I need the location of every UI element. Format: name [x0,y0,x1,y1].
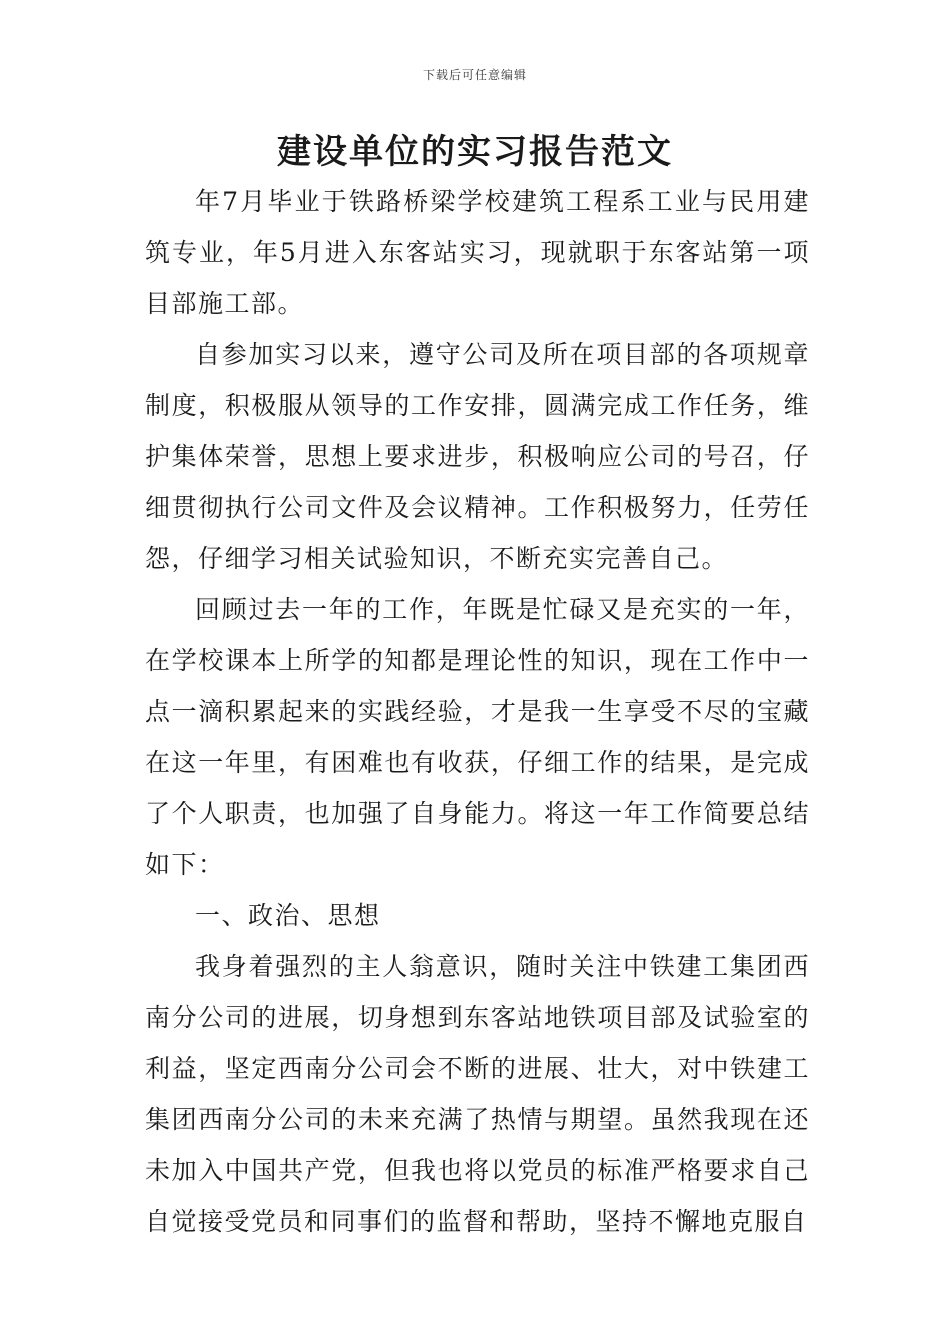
section-heading-politics: 一、政治、思想 [195,901,381,930]
paragraph-conduct: 自参加实习以来，遵守公司及所在项目部的各项规章制度，积极服从领导的工作安排，圆满完成工作任务，维护集体荣誉，思想上要求进步，积极响应公司的号召，仔细贯彻执行公司文件及会议精神。工作积极努力，任劳任怨，仔细学习相关试验知识，不断充实完善自己。 [145,340,810,573]
paragraph-politics: 我身着强烈的主人翁意识，随时关注中铁建工集团西南分公司的进展，切身想到东客站地铁项目部及试验室的利益，坚定西南分公司会不断的进展、壮大，对中铁建工集团西南分公司的未来充满了热情与期望。虽然我现在还未加入中国共产党，但我也将以党员的标准严格要求自己自觉接受党员和同事们的监督和帮助，坚持不懈地克服自 [145,952,810,1236]
document-body [145,176,810,1247]
paragraph-intro: 年7月毕业于铁路桥梁学校建筑工程系工业与民用建筑专业，年5月进入东客站实习，现就职于东客站第一项目部施工部。 [145,187,810,318]
document-title: 建设单位的实习报告范文 [277,132,673,172]
paragraph-review: 回顾过去一年的工作，年既是忙碌又是充实的一年，在学校课本上所学的知都是理论性的知识，现在工作中一点一滴积累起来的实践经验，才是我一生享受不尽的宝藏在这一年里，有困难也有收获，仔细工作的结果，是完成了个人职责，也加强了自身能力。将这一年工作简要总结如下： [145,595,810,879]
header-note: 下载后可任意编辑 [422,68,527,82]
